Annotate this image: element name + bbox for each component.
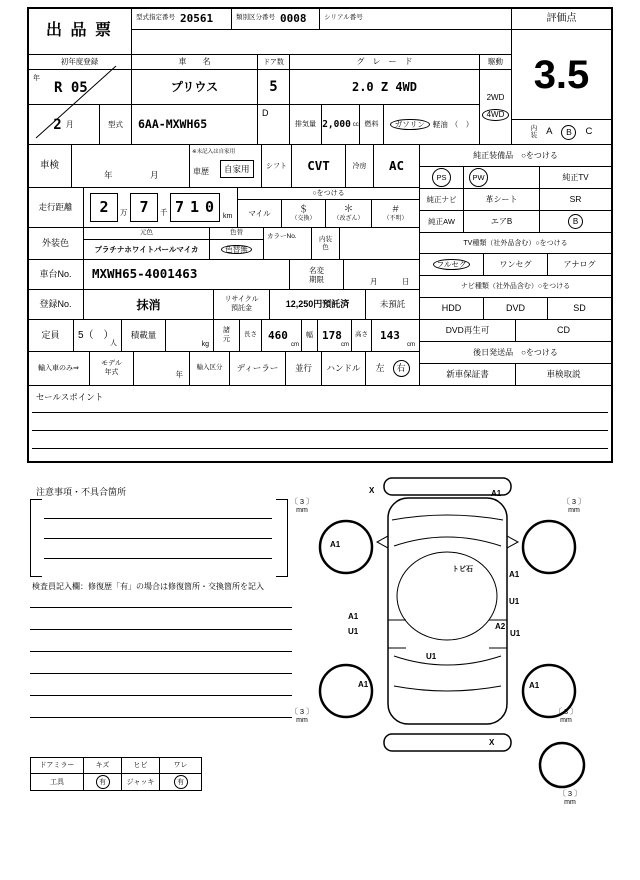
int-color-label-1: 内装 (319, 235, 332, 243)
tread-label-rear-left (288, 707, 316, 725)
shaken-label: 車検 (28, 145, 72, 188)
legend-tool-yes-cell (84, 774, 122, 791)
spare-tire (540, 743, 584, 787)
load-cell (166, 320, 214, 352)
navi-hdd: HDD (420, 298, 484, 320)
height-unit: cm (407, 342, 415, 348)
doors-value: 5 (258, 70, 290, 105)
damage-mark: A1 (509, 570, 520, 579)
recycle-value: 12,250円預託済 (270, 290, 366, 320)
roof-outline (397, 552, 497, 640)
orig-color-header: 元色 (84, 228, 210, 240)
navi-dvd: DVD (484, 298, 548, 320)
tread-value: 〔 3 〕 (562, 497, 586, 506)
import-parallel: 並行 (286, 352, 322, 386)
chassis-value: MXWH65-4001463 (84, 260, 290, 290)
recycle-label-2: 預託金 (231, 304, 252, 312)
int-color-value (340, 228, 420, 260)
damage-mark: A1 (491, 489, 502, 498)
name-change-label-1: 名変 (309, 265, 324, 275)
equip-tv: 純正TV (540, 167, 612, 189)
length-value: 460 (268, 329, 288, 342)
tampered-label: （改ざん） (333, 216, 364, 222)
unit-mile: マイル (238, 200, 282, 228)
exchange-label: （交換） (291, 216, 316, 222)
damage-mark-stone-chip: トビ石 (452, 566, 473, 573)
first-reg-diagonal (28, 62, 132, 144)
model-year-label-1: モデル (101, 360, 122, 367)
legend-break: ワレ (160, 757, 202, 774)
inspector-line (30, 717, 292, 718)
tread-value: 〔 3 〕 (558, 789, 582, 798)
handle-left: 左 (375, 363, 385, 373)
jack-yes-circled: 有 (174, 775, 188, 789)
tv-oneseg: ワンセグ (484, 254, 548, 276)
inspector-line (30, 695, 292, 696)
interior-label-1: 内 (530, 125, 538, 132)
history-note: ※未記入は自家用 (192, 149, 236, 155)
damage-mark: A1 (358, 680, 369, 689)
pw-circled: PW (469, 168, 488, 187)
equip-aw: 純正AW (420, 211, 464, 233)
fuel-other: （ ） (450, 119, 474, 129)
fullseg-circled: フルセグ (433, 259, 471, 271)
model-year-label (90, 352, 134, 386)
warranty: 新車保証書 (420, 364, 516, 386)
spec-label-1: 諸 (223, 327, 230, 334)
color-change-circled: 色替無 (221, 245, 252, 255)
navi-type-header: ナビ種類（社外品含む）○をつける (420, 276, 612, 298)
shift-label: シフト (262, 145, 292, 188)
capacity-cell (74, 320, 122, 352)
sales-point-area (28, 386, 612, 462)
color-no-cell (264, 228, 312, 260)
equip-leather: 革シート (464, 189, 540, 211)
tv-analog: アナログ (548, 254, 612, 276)
tool-yes-circled: 有 (96, 775, 110, 789)
doors-header: ドア数 (258, 55, 290, 70)
color-change-header: 色替 (210, 228, 264, 240)
fuel-gasoline-circled: ガソリン (390, 119, 430, 131)
legend-scratch: キズ (84, 757, 122, 774)
model-year-unit: 年 (175, 370, 183, 379)
ps-circled: PS (432, 168, 451, 187)
right-mirror-icon (507, 536, 518, 548)
car-name-value: プリウス (132, 70, 258, 105)
recycle-label-1: リサイクル (224, 296, 259, 303)
tread-unit: mm (296, 717, 308, 724)
tread-unit: mm (564, 799, 576, 806)
class-code-cell (232, 8, 320, 30)
mileage-man-label: 万 (120, 208, 128, 217)
trunk-line (394, 686, 501, 691)
load-unit: kg (201, 341, 209, 348)
history-value-boxed: 自家用 (220, 160, 254, 178)
tread-value: 〔 3 〕 (290, 497, 314, 506)
bracket-left (30, 499, 42, 577)
equip-sr: SR (540, 189, 612, 211)
handle-cell (366, 352, 420, 386)
cool-value: AC (374, 145, 420, 188)
legend-tool: 工具 (30, 774, 84, 791)
serial-cell (320, 8, 512, 30)
sales-point-label: セールスポイント (36, 392, 104, 402)
inspector-line (30, 629, 292, 630)
windshield-line (394, 537, 501, 546)
sales-line (32, 448, 608, 449)
import-class-label: 輸入区分 (190, 352, 230, 386)
mileage-digit-man: 2 (90, 193, 118, 222)
displacement-value: 2,000 (322, 118, 351, 130)
drive-options-cell (480, 70, 512, 145)
mileage-digit-sen: 7 (130, 193, 158, 222)
equip-pw-cell (464, 167, 540, 189)
damage-mark: A1 (330, 540, 341, 549)
mileage-digits-rest: 710 (170, 193, 220, 222)
mileage-circle-note: ○をつける (238, 188, 420, 200)
equip-airbag: エアB (464, 211, 540, 233)
tampered-symbol: ＊ (343, 204, 354, 215)
exchange-symbol: ＄ (298, 204, 308, 214)
score-label: 評価点 (512, 8, 612, 30)
mileage-sen-label: 千 (160, 208, 168, 217)
airbag-b-circled: B (568, 214, 583, 229)
inspector-note: 検査員記入欄：修復歴「有」の場合は修復箇所・交換箇所を記入 (32, 582, 264, 591)
notes-line (44, 558, 272, 559)
mileage-unit: km (223, 213, 233, 220)
int-color-label (312, 228, 340, 260)
inspector-line (30, 673, 292, 674)
hood-line (392, 515, 503, 520)
color-no-label: カラーNo. (267, 233, 297, 240)
doors-suffix: D (262, 108, 269, 118)
damage-mark: X (369, 486, 375, 495)
left-mirror-icon (377, 536, 388, 548)
tread-label-front-left (288, 497, 316, 515)
mileage-value-cell (84, 188, 238, 228)
car-body (388, 498, 507, 724)
width-value: 178 (322, 329, 342, 342)
drive-header: 駆動 (480, 55, 512, 70)
unit-unknown (372, 200, 420, 228)
tread-label-rear-right (552, 707, 580, 725)
interior-c: C (585, 126, 593, 138)
damage-mark: U1 (426, 652, 437, 661)
mileage-label: 走行距離 (28, 188, 84, 228)
interior-label-2: 装 (530, 132, 538, 139)
year-prefix: 年 (33, 75, 40, 82)
interior-b-circled: B (561, 125, 576, 140)
handle-right-circled: 右 (393, 360, 410, 377)
load-label: 積載量 (122, 320, 166, 352)
tv-type-header: TV種類（社外品含む）○をつける (420, 233, 612, 254)
sales-line (32, 412, 608, 413)
damage-mark: X (489, 738, 495, 747)
unit-exchange (282, 200, 326, 228)
serial-label: シリアル番号 (324, 14, 363, 22)
doors-suffix-cell (258, 105, 290, 145)
dvd-play: DVD再生可 (420, 320, 516, 342)
color-value: プラチナホワイトパールマイカ (84, 240, 210, 260)
legend-door-mirror: ドアミラー (30, 757, 84, 774)
damage-mark: A1 (348, 612, 359, 621)
import-only-label: 輸入車のみ⇒ (28, 352, 90, 386)
unknown-symbol: ＃ (390, 204, 400, 214)
class-code-label: 類別区分番号 (236, 14, 275, 22)
displacement-cell (322, 105, 360, 145)
tread-unit: mm (296, 507, 308, 514)
name-change-label (290, 260, 344, 290)
damage-mark: A1 (529, 681, 540, 690)
history-label: 車歴 (193, 167, 209, 176)
capacity-unit: 人 (110, 340, 117, 347)
nc-month: 月 (370, 277, 378, 286)
import-dealer: ディーラー (230, 352, 286, 386)
model-code-value: 20561 (180, 12, 214, 25)
grade-header: グ レ ー ド (290, 55, 480, 70)
car-diagram (300, 472, 625, 817)
notes-line (44, 538, 272, 539)
tread-value: 〔 3 〕 (554, 707, 578, 716)
displacement-unit: cc (352, 121, 359, 128)
legend-jack-yes-cell (160, 774, 202, 791)
model-label: 型式 (100, 105, 132, 145)
first-reg-year: R 05 (54, 80, 88, 96)
equip-ps-cell (420, 167, 464, 189)
capacity-label: 定員 (28, 320, 74, 352)
height-label: 高さ (352, 320, 372, 352)
unknown-label: （不明） (383, 216, 408, 222)
length-unit: cm (291, 342, 299, 348)
notes-title: 注意事項・不具合箇所 (36, 487, 127, 497)
cd: CD (516, 320, 612, 342)
tv-fullseg-cell (420, 254, 484, 276)
damage-mark: U1 (348, 627, 359, 636)
car-name-header: 車 名 (132, 55, 258, 70)
name-change-value (344, 260, 420, 290)
recycle-label (214, 290, 270, 320)
reg-no-value: 抹消 (84, 290, 214, 320)
manual: 車検取説 (516, 364, 612, 386)
navi-sd: SD (548, 298, 612, 320)
tread-unit: mm (560, 717, 572, 724)
first-reg-header: 初年度登録 (28, 55, 132, 70)
shaken-year: 年 (104, 170, 113, 180)
equip-airbag-b-cell (540, 211, 612, 233)
month-suffix: 月 (65, 119, 74, 129)
interior-a: A (546, 126, 553, 138)
height-value: 143 (380, 329, 400, 342)
equip-header: 純正装備品 ○をつける (420, 145, 612, 167)
width-cell (318, 320, 352, 352)
model-value: 6AA-MXWH65 (132, 105, 258, 145)
class-code-value: 0008 (280, 12, 307, 25)
grade-value: 2.0 Z 4WD (290, 70, 480, 105)
wheel-front-right (523, 521, 575, 573)
rear-window-line (394, 656, 501, 665)
score-value: 3.5 (512, 30, 612, 120)
damage-mark: U1 (509, 597, 520, 606)
cool-label: 冷房 (346, 145, 374, 188)
legend-crack: ヒビ (122, 757, 160, 774)
damage-mark: U1 (510, 629, 521, 638)
int-color-label-text (319, 236, 332, 252)
name-change-label-2: 期限 (309, 274, 324, 284)
notes-line (44, 518, 272, 519)
nc-day: 日 (402, 277, 410, 286)
width-unit: cm (341, 342, 349, 348)
interior-label (531, 125, 538, 139)
bracket-right (276, 499, 288, 577)
unit-tampered (326, 200, 372, 228)
legend-jack: ジャッキ (122, 774, 160, 791)
form-title: 出 品 票 (28, 8, 132, 55)
capacity-value: 5（ ） (78, 330, 114, 341)
interior-grade-cell (512, 120, 612, 145)
model-code-label: 型式指定番号 (136, 14, 175, 22)
displacement-label: 排気量 (290, 105, 322, 145)
wheel-rear-left (320, 665, 372, 717)
tread-value: 〔 3 〕 (290, 707, 314, 716)
model-code-cell (132, 8, 232, 30)
drive-4wd-circled: 4WD (482, 109, 510, 121)
length-label: 長さ (240, 320, 262, 352)
first-reg-month: 2 (53, 116, 62, 133)
history-cell (190, 145, 262, 188)
shift-value: CVT (292, 145, 346, 188)
fuel-cell (384, 105, 480, 145)
tread-label-spare (556, 789, 584, 807)
tread-unit: mm (568, 507, 580, 514)
door-lines (388, 620, 507, 648)
recycle-none: 未預託 (366, 290, 420, 320)
fuel-label: 燃料 (360, 105, 384, 145)
later-shipping-header: 後日発送品 ○をつける (420, 342, 612, 364)
height-cell (372, 320, 420, 352)
model-year-cell (134, 352, 190, 386)
length-cell (262, 320, 302, 352)
int-color-label-2: 色 (322, 243, 329, 251)
spec-label (214, 320, 240, 352)
drive-2wd: 2WD (486, 92, 505, 102)
blank-strip (132, 30, 512, 55)
wheel-front-left (320, 521, 372, 573)
equip-navi: 純正ナビ (420, 189, 464, 211)
model-year-label-2: 年式 (104, 368, 119, 376)
ext-color-label: 外装色 (28, 228, 84, 260)
width-label: 幅 (302, 320, 318, 352)
handle-label: ハンドル (322, 352, 366, 386)
shaken-value-cell (72, 145, 190, 188)
inspector-line (30, 651, 292, 652)
reg-no-label: 登録No. (28, 290, 84, 320)
fuel-diesel: 軽油 (432, 119, 448, 129)
tread-label-front-right (560, 497, 588, 515)
inspector-line (30, 607, 292, 608)
sales-line (32, 430, 608, 431)
shaken-month: 月 (150, 170, 159, 180)
color-change-cell (210, 240, 264, 260)
damage-mark: A2 (495, 622, 506, 631)
spec-label-2: 元 (223, 335, 230, 343)
chassis-label: 車台No. (28, 260, 84, 290)
